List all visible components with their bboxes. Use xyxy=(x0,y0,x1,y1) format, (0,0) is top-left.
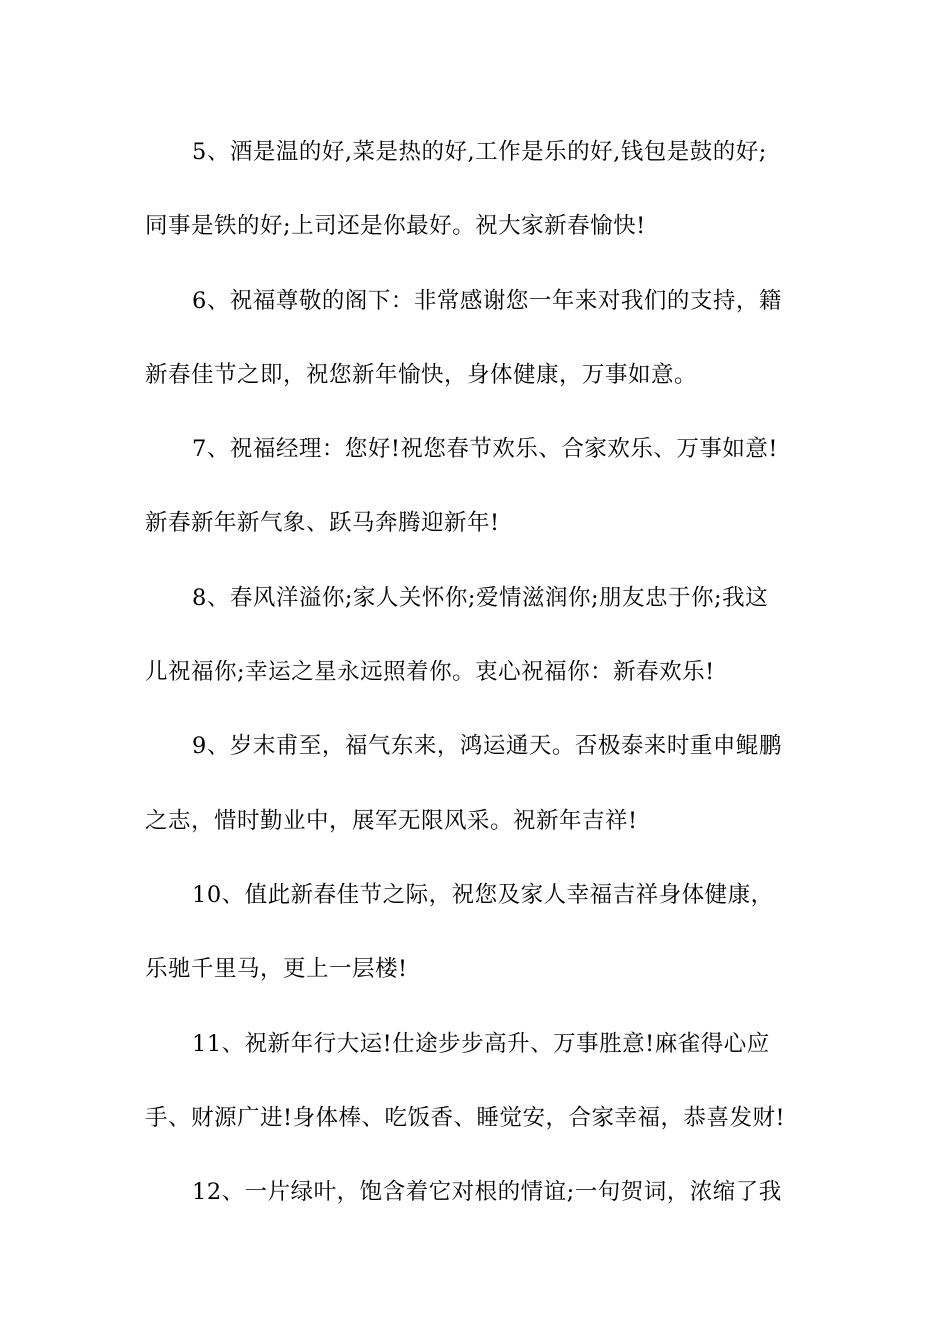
line-item-11-start: 11、祝新年行大运!仕途步步高升、万事胜意!麻雀得心应 xyxy=(192,1030,770,1057)
line-item-11-cont: 手、财源广进!身体棒、吃饭香、睡觉安，合家幸福，恭喜发财! xyxy=(145,1104,786,1131)
line-item-7-start: 7、祝福经理：您好!祝您春节欢乐、合家欢乐、万事如意! xyxy=(192,436,778,463)
line-item-9-cont: 之志，惜时勤业中，展军无限风采。祝新年吉祥! xyxy=(145,807,638,834)
line-item-5-cont: 同事是铁的好;上司还是你最好。祝大家新春愉快! xyxy=(145,213,646,240)
line-item-6-cont: 新春佳节之即，祝您新年愉快，身体健康，万事如意。 xyxy=(145,361,698,388)
line-item-9-start: 9、岁末甫至，福气东来，鸿运通天。否极泰来时重申鲲鹏 xyxy=(192,733,782,760)
line-item-8-cont: 儿祝福你;幸运之星永远照着你。衷心祝福你：新春欢乐! xyxy=(145,659,715,686)
line-item-8-start: 8、春风洋溢你;家人关怀你;爱情滋润你;朋友忠于你;我这 xyxy=(192,584,769,611)
line-item-12-start: 12、一片绿叶，饱含着它对根的情谊;一句贺词，浓缩了我 xyxy=(192,1179,782,1206)
document-body xyxy=(145,122,810,1236)
line-item-7-cont: 新春新年新气象、跃马奔腾迎新年! xyxy=(145,510,500,537)
line-item-10-start: 10、值此新春佳节之际，祝您及家人幸福吉祥身体健康， xyxy=(192,881,774,908)
line-item-6-start: 6、祝福尊敬的阁下：非常感谢您一年来对我们的支持，籍 xyxy=(192,287,782,314)
line-item-5-start: 5、酒是温的好,菜是热的好,工作是乐的好,钱包是鼓的好; xyxy=(192,139,767,165)
line-item-10-cont: 乐驰千里马，更上一层楼! xyxy=(145,956,408,983)
